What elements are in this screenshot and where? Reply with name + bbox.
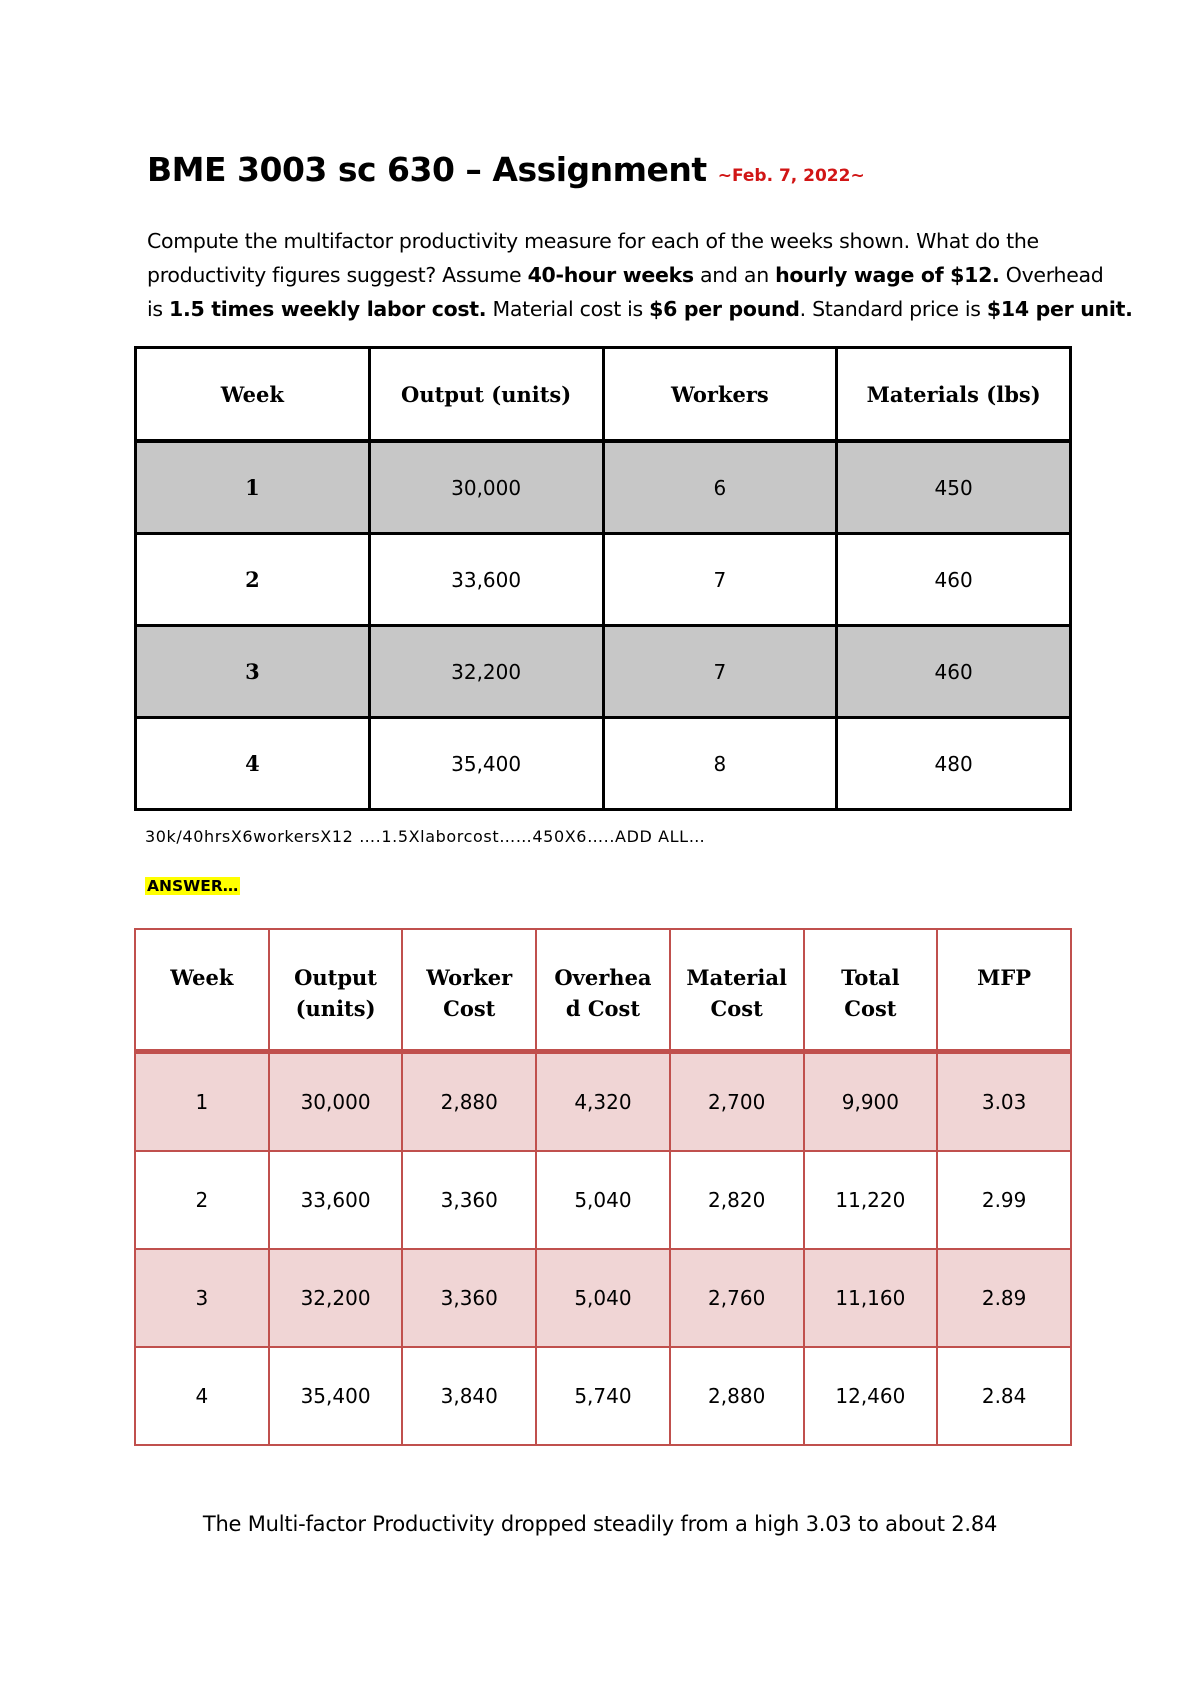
table-row — [136, 441, 1071, 534]
input-data-table — [134, 346, 1072, 811]
intro-emphasis: 40-hour weeks — [527, 263, 694, 287]
conclusion-text: The Multi-factor Productivity dropped steadily from a high 3.03 to about 2.84 — [202, 1512, 998, 1536]
title-date: ~Feb. 7, 2022~ — [717, 166, 865, 186]
table-cell: 2.89 — [937, 1249, 1071, 1347]
table-cell: 2,700 — [670, 1051, 804, 1151]
intro-line-1 — [147, 224, 1097, 258]
table-header-row — [136, 348, 1071, 442]
answer-label: ANSWER… — [147, 877, 239, 895]
table-header-row — [135, 929, 1071, 1051]
table-cell: 3 — [136, 626, 370, 718]
header-line: Output — [294, 965, 378, 990]
intro-text: Compute the multifactor productivity measure for each of the weeks shown. What do the — [147, 229, 1039, 253]
table-cell: 3,360 — [402, 1151, 536, 1249]
column-header — [670, 929, 804, 1051]
table-cell: 2.99 — [937, 1151, 1071, 1249]
header-line: Material — [686, 965, 787, 990]
column-header — [402, 929, 536, 1051]
column-header — [135, 929, 269, 1051]
column-header — [536, 929, 670, 1051]
intro-emphasis: 1.5 times weekly labor cost. — [169, 297, 487, 321]
table-cell: 8 — [603, 718, 837, 810]
table-cell: 3 — [135, 1249, 269, 1347]
intro-line-3 — [147, 292, 1133, 326]
calculation-note: 30k/40hrsX6workersX12 ….1.5Xlaborcost……450X6…..ADD ALL… — [145, 827, 706, 846]
header-line: MFP — [977, 965, 1032, 990]
problem-statement — [147, 224, 1133, 326]
header-line: Cost — [443, 996, 496, 1021]
column-header — [269, 929, 403, 1051]
table-cell: 2 — [135, 1151, 269, 1249]
intro-text: and an — [693, 263, 776, 287]
table-cell: 4 — [135, 1347, 269, 1445]
table-cell: 2 — [136, 534, 370, 626]
table-cell: 12,460 — [804, 1347, 938, 1445]
table-cell: 450 — [837, 441, 1071, 534]
table-row — [136, 626, 1071, 718]
table-cell: 4,320 — [536, 1051, 670, 1151]
page-title — [147, 150, 865, 189]
table-cell: 5,040 — [536, 1151, 670, 1249]
header-line: Total — [841, 965, 900, 990]
table-cell: 1 — [136, 441, 370, 534]
column-header: Output (units) — [369, 348, 603, 442]
table-cell: 9,900 — [804, 1051, 938, 1151]
column-header: Materials (lbs) — [837, 348, 1071, 442]
header-line: Week — [170, 965, 234, 990]
intro-line-2 — [147, 258, 1104, 292]
header-line: (units) — [295, 996, 376, 1021]
table-cell: 5,740 — [536, 1347, 670, 1445]
table-cell: 11,220 — [804, 1151, 938, 1249]
table-cell: 32,200 — [269, 1249, 403, 1347]
intro-text: Material cost is — [486, 297, 650, 321]
intro-text: is — [147, 297, 169, 321]
answer-table — [134, 928, 1072, 1446]
table-row — [135, 1151, 1071, 1249]
table-row — [135, 1051, 1071, 1151]
column-header: Week — [136, 348, 370, 442]
table-cell: 5,040 — [536, 1249, 670, 1347]
table-cell: 2.84 — [937, 1347, 1071, 1445]
table-cell: 35,400 — [369, 718, 603, 810]
table-row — [135, 1347, 1071, 1445]
table-cell: 11,160 — [804, 1249, 938, 1347]
intro-emphasis: $6 per pound — [649, 297, 800, 321]
table-row — [136, 534, 1071, 626]
table-cell: 32,200 — [369, 626, 603, 718]
table-cell: 3,840 — [402, 1347, 536, 1445]
intro-text: . Standard price is — [799, 297, 987, 321]
table-cell: 33,600 — [269, 1151, 403, 1249]
table-cell: 30,000 — [269, 1051, 403, 1151]
header-line: d Cost — [565, 996, 641, 1021]
table-cell: 460 — [837, 534, 1071, 626]
header-line: Worker — [426, 965, 513, 990]
table-cell: 2,760 — [670, 1249, 804, 1347]
table-cell: 480 — [837, 718, 1071, 810]
table-cell: 3,360 — [402, 1249, 536, 1347]
column-header — [804, 929, 938, 1051]
header-line: Cost — [844, 996, 897, 1021]
intro-emphasis: $14 per unit. — [986, 297, 1133, 321]
table-cell: 33,600 — [369, 534, 603, 626]
table-cell: 2,880 — [402, 1051, 536, 1151]
table-cell: 3.03 — [937, 1051, 1071, 1151]
table-cell: 2,820 — [670, 1151, 804, 1249]
title-text: BME 3003 sc 630 – Assignment — [147, 150, 707, 189]
table-cell: 4 — [136, 718, 370, 810]
table-cell: 460 — [837, 626, 1071, 718]
table-cell: 7 — [603, 626, 837, 718]
header-line: Cost — [710, 996, 763, 1021]
table-cell: 35,400 — [269, 1347, 403, 1445]
table-cell: 2,880 — [670, 1347, 804, 1445]
table-cell: 6 — [603, 441, 837, 534]
intro-text: productivity figures suggest? Assume — [147, 263, 528, 287]
table-cell: 7 — [603, 534, 837, 626]
column-header — [937, 929, 1071, 1051]
header-line: Overhea — [554, 965, 652, 990]
intro-text: Overhead — [999, 263, 1104, 287]
table-row — [136, 718, 1071, 810]
table-cell: 1 — [135, 1051, 269, 1151]
table-cell: 30,000 — [369, 441, 603, 534]
table-row — [135, 1249, 1071, 1347]
intro-emphasis: hourly wage of $12. — [775, 263, 1000, 287]
column-header: Workers — [603, 348, 837, 442]
